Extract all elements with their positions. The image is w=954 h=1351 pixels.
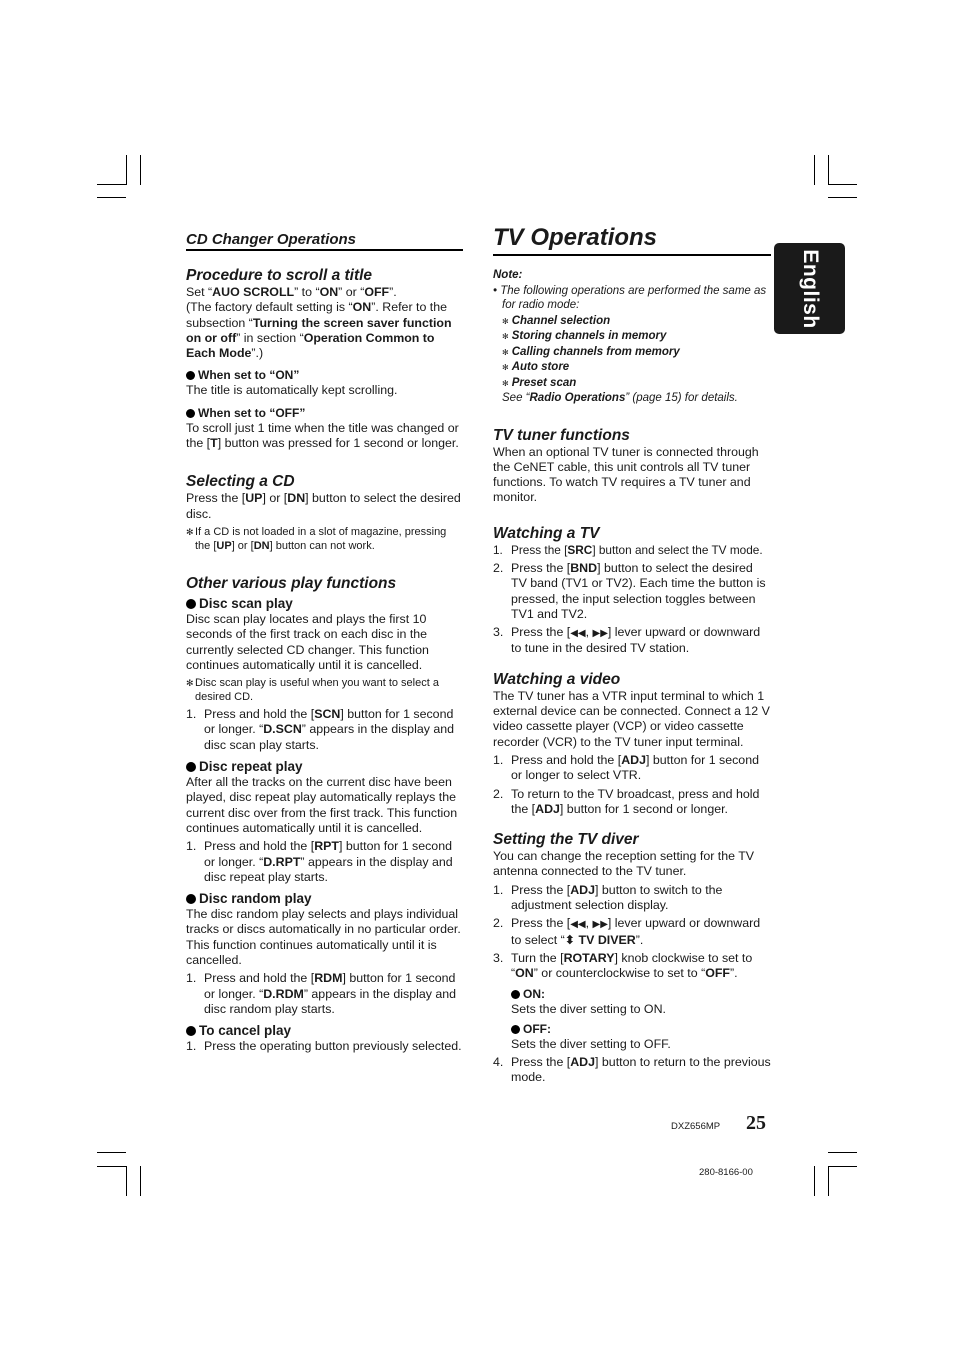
- crop-mark: [828, 155, 829, 185]
- tuner-heading: TV tuner functions: [493, 426, 630, 444]
- step-item: 1. Press and hold the [SCN] button for 1 second or longer. “D.SCN” appears in the display and disc scan play starts.: [186, 707, 455, 752]
- random-text: The disc random play selects and plays individual tracks or discs automatically in no particular order. This function continues automatically until it is cancelled.: [186, 907, 461, 968]
- step-item: 2. Press the [◀◀, ▶▶] lever upward or downward to select “⬍ TV DIVER”.: [493, 916, 761, 947]
- repeat-heading: Disc repeat play: [186, 759, 463, 775]
- step-item: 3. Press the [◀◀, ▶▶] lever upward or downward to tune in the desired TV station.: [493, 625, 761, 656]
- watch-tv-heading: Watching a TV: [493, 524, 600, 542]
- watch-video-text: The TV tuner has a VTR input terminal to which 1 external device can be connected. Connect a 12 V video cassette player (VCP) or video cassette recorder (VCR) to the TV tuner input terminal.: [493, 688, 770, 749]
- model-number: DXZ656MP: [671, 1121, 721, 1132]
- note-item: ✻ Preset scan: [502, 376, 577, 389]
- other-heading: Other various play functions: [186, 574, 397, 592]
- random-steps: [186, 971, 463, 1017]
- bullet-icon: [186, 599, 196, 609]
- note-see: See “Radio Operations” (page 15) for details.: [502, 392, 738, 404]
- note-item: ✻ Calling channels from memory: [502, 345, 680, 358]
- repeat-text: After all the tracks on the current disc have been played, disc repeat play automatically replays the current disc over from the first track. This function continues automatically until it is cancelled.: [186, 775, 458, 835]
- cancel-steps: [186, 1039, 463, 1054]
- crop-mark: [97, 197, 126, 198]
- crop-mark: [97, 1152, 126, 1153]
- when-on-text: The title is automatically kept scrolling.: [186, 383, 398, 398]
- bullet-icon: [186, 409, 195, 418]
- bullet-icon: [186, 762, 196, 772]
- tuner-text: When an optional TV tuner is connected through the CeNET cable, this unit controls all TV tuner functions. To watch TV requires a TV tuner and monitor.: [493, 444, 759, 505]
- up-down-icon: ⬍: [564, 932, 576, 947]
- repeat-steps: [186, 839, 463, 885]
- bullet-icon: [186, 1026, 196, 1036]
- fast-forward-icon: ▶▶: [592, 919, 608, 931]
- crop-mark: [828, 184, 857, 185]
- diver-text: You can change the reception setting for the TV antenna connected to the TV tuner.: [493, 849, 755, 879]
- diver-off-text: Sets the diver setting to OFF.: [511, 1036, 671, 1051]
- diver-off-label: OFF:: [511, 1021, 771, 1037]
- scan-heading: Disc scan play: [186, 596, 463, 612]
- step-item: 2. Press the [BND] button to select the desired TV band (TV1 or TV2). Each time the button is pressed, the input selection toggles between TV1 and TV2.: [493, 560, 766, 621]
- note-intro: • The following operations are performed the same as for radio mode:: [493, 284, 767, 311]
- note-block: [493, 268, 771, 407]
- section-title: CD Changer Operations: [186, 231, 463, 251]
- bullet-icon: [511, 990, 520, 999]
- step-item: 2. To return to the TV broadcast, press and hold the [ADJ] button for 1 second or longer.: [493, 786, 760, 816]
- diver-heading: Setting the TV diver: [493, 831, 639, 849]
- when-off-text: To scroll just 1 time when the title was changed or the [T] button was pressed for 1 second or longer.: [186, 420, 459, 451]
- when-on-label: When set to “ON”: [186, 367, 463, 383]
- diver-on-label: ON:: [511, 986, 771, 1002]
- right-column: [493, 224, 771, 1089]
- select-note: ✻ If a CD is not loaded in a slot of magazine, pressing the [UP] or [DN] button can not work.: [186, 525, 447, 552]
- crop-mark: [814, 155, 815, 185]
- watch-video-steps: [493, 753, 771, 817]
- random-heading: Disc random play: [186, 891, 463, 907]
- crop-mark: [126, 155, 127, 185]
- page-title: TV Operations: [493, 224, 771, 256]
- bullet-icon: [511, 1025, 520, 1034]
- crop-mark: [140, 1166, 141, 1196]
- step-item: 1. Press the [ADJ] button to switch to the adjustment selection display.: [493, 882, 723, 913]
- step-item: 1. Press and hold the [RDM] button for 1 second or longer. “D.RDM” appears in the display and disc random play starts.: [186, 971, 457, 1016]
- crop-mark: [828, 1166, 829, 1196]
- left-column: [186, 231, 463, 1058]
- scan-text: Disc scan play locates and plays the first 10 seconds of the first track on each disc in the currently selected CD changer. This function continues automatically until it is cancelled.: [186, 611, 429, 672]
- crop-mark: [126, 1166, 127, 1196]
- diver-on-text: Sets the diver setting to ON.: [511, 1001, 666, 1016]
- scroll-heading: Procedure to scroll a title: [186, 267, 373, 284]
- crop-mark: [828, 1166, 857, 1167]
- step-item: 1. Press and hold the [RPT] button for 1 second or longer. “D.RPT” appears in the display and disc repeat play starts.: [186, 839, 453, 884]
- page-number: 25: [746, 1112, 766, 1134]
- crop-mark: [97, 184, 126, 185]
- bullet-icon: [186, 894, 196, 904]
- step-item: 3. Turn the [ROTARY] knob clockwise to set to “ON” or counterclockwise to set to “OFF”. ON: Sets the diver setting to ON. OFF: Sets the diver setting to OFF.: [493, 951, 771, 1052]
- step-item: 1. Press and hold the [ADJ] button for 1 second or longer to select VTR.: [493, 752, 759, 783]
- scan-steps: [186, 707, 463, 753]
- diver-steps: [493, 883, 771, 1086]
- scroll-p2: (The factory default setting is “ON”. Refer to the subsection “Turning the screen saver function on or off” in section “Operation Common to Each Mode”.): [186, 300, 452, 361]
- language-tab: English: [774, 243, 845, 334]
- document-code: 280-8166-00: [699, 1167, 753, 1178]
- crop-mark: [828, 197, 857, 198]
- step-item: 4. Press the [ADJ] button to return to the previous mode.: [493, 1055, 771, 1085]
- bullet-icon: [186, 371, 195, 380]
- crop-mark: [814, 1166, 815, 1196]
- watch-video-heading: Watching a video: [493, 670, 621, 688]
- scroll-p1: Set “AUO SCROLL” to “ON” or “OFF”.: [186, 285, 397, 299]
- step-item: 1. Press the operating button previously selected.: [186, 1039, 462, 1054]
- cancel-heading: To cancel play: [186, 1023, 463, 1039]
- watch-tv-steps: [493, 543, 771, 657]
- note-label: Note:: [493, 269, 523, 281]
- note-item: ✻ Storing channels in memory: [502, 330, 667, 342]
- crop-mark: [828, 1152, 857, 1153]
- select-heading: Selecting a CD: [186, 473, 295, 491]
- fast-forward-icon: ▶▶: [592, 628, 608, 640]
- when-off-label: When set to “OFF”: [186, 405, 463, 421]
- rewind-icon: ◀◀: [570, 919, 586, 931]
- select-p1: Press the [UP] or [DN] button to select the desired disc.: [186, 491, 461, 521]
- scan-note: ✻ Disc scan play is useful when you want to select a desired CD.: [186, 677, 439, 704]
- rewind-icon: ◀◀: [570, 628, 586, 640]
- crop-mark: [140, 155, 141, 185]
- note-item: ✻ Auto store: [502, 361, 570, 373]
- crop-mark: [97, 1166, 126, 1167]
- note-item: ✻ Channel selection: [502, 314, 611, 327]
- step-item: 1. Press the [SRC] button and select the TV mode.: [493, 542, 763, 557]
